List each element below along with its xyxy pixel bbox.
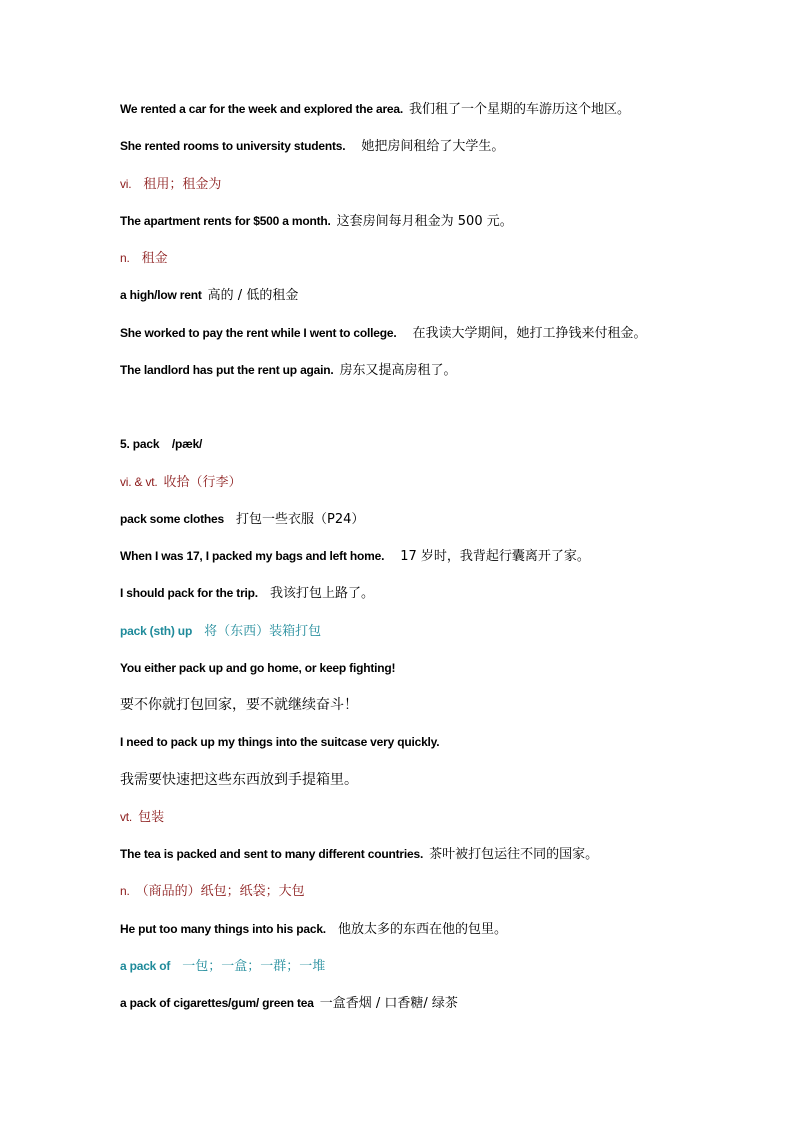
chinese-translation: 打包一些衣服（P24） [235,512,365,527]
english-text: The landlord has put the rent up again. [120,363,334,377]
example-sentence [120,98,630,118]
english-text: a high/low rent [120,288,202,302]
part-of-speech: vi. [120,177,132,191]
part-of-speech: vt. [120,810,133,824]
english-text: I need to pack up my things into the suitcase very quickly. [120,735,440,749]
example-sentence [120,582,374,602]
example-translation [120,769,358,789]
chinese-translation: 我需要快速把这些东西放到手提箱里。 [120,772,358,788]
part-of-speech-line [120,173,221,193]
definition: 租用；租金为 [143,177,222,192]
english-text: I should pack for the trip. [120,586,258,600]
english-text: He put too many things into his pack. [120,922,326,936]
definition: 租金 [141,251,168,266]
word-heading [120,433,202,453]
chinese-translation: 这套房间每月租金为 500 元。 [336,214,513,229]
example-sentence [120,731,439,751]
phrase-meaning: 一包；一盒；一群；一堆 [182,959,326,974]
english-text: pack some clothes [120,512,224,526]
example-sentence [120,322,647,342]
definition: （商品的）纸包；纸袋；大包 [135,884,305,899]
english-text: The tea is packed and sent to many different countries. [120,847,424,861]
example-sentence [120,359,457,379]
example-phrase [120,284,298,304]
chinese-translation: 房东又提高房租了。 [339,363,457,378]
definition: 收拾（行李） [163,475,242,490]
example-translation [120,694,358,714]
part-of-speech-line [120,880,305,900]
english-text: She worked to pay the rent while I went to college. [120,326,397,340]
part-of-speech-line [120,806,164,826]
example-sentence [120,210,513,230]
chinese-translation: 高的 / 低的租金 [207,288,299,303]
headword: 5. pack /pæk/ [120,437,203,451]
chinese-translation: 在我读大学期间，她打工挣钱来付租金。 [412,326,647,341]
english-text: When I was 17, I packed my bags and left home. [120,549,385,563]
part-of-speech: n. [120,884,130,898]
example-sentence [120,545,590,565]
english-text: She rented rooms to university students. [120,139,346,153]
part-of-speech-line [120,471,242,491]
phrase: a pack of [120,959,171,973]
part-of-speech-line [120,247,168,267]
phrase-line [120,955,325,975]
example-sentence [120,843,598,863]
example-sentence [120,135,504,155]
part-of-speech: n. [120,251,130,265]
chinese-translation: 我该打包上路了。 [269,586,374,601]
example-sentence [120,657,395,677]
example-sentence [120,918,507,938]
chinese-translation: 她把房间租给了大学生。 [361,139,505,154]
part-of-speech: vi. & vt. [120,475,158,489]
example-phrase [120,508,364,528]
english-text: We rented a car for the week and explored the area. [120,102,404,116]
example-phrase [120,992,458,1012]
english-text: The apartment rents for $500 a month. [120,214,331,228]
english-text: You either pack up and go home, or keep fighting! [120,661,396,675]
chinese-translation: 我们租了一个星期的车游历这个地区。 [409,102,631,117]
english-text: a pack of cigarettes/gum/ green tea [120,996,314,1010]
phrase-line [120,620,321,640]
phrase-meaning: 将（东西）装箱打包 [204,624,322,639]
chinese-translation: 茶叶被打包运往不同的国家。 [429,847,599,862]
phrase: pack (sth) up [120,624,193,638]
chinese-translation: 他放太多的东西在他的包里。 [337,922,507,937]
definition: 包装 [138,810,165,825]
chinese-translation: 一盒香烟 / 口香糖/ 绿茶 [319,996,458,1011]
chinese-translation: 17 岁时，我背起行囊离开了家。 [400,549,590,564]
chinese-translation: 要不你就打包回家，要不就继续奋斗！ [120,697,358,713]
